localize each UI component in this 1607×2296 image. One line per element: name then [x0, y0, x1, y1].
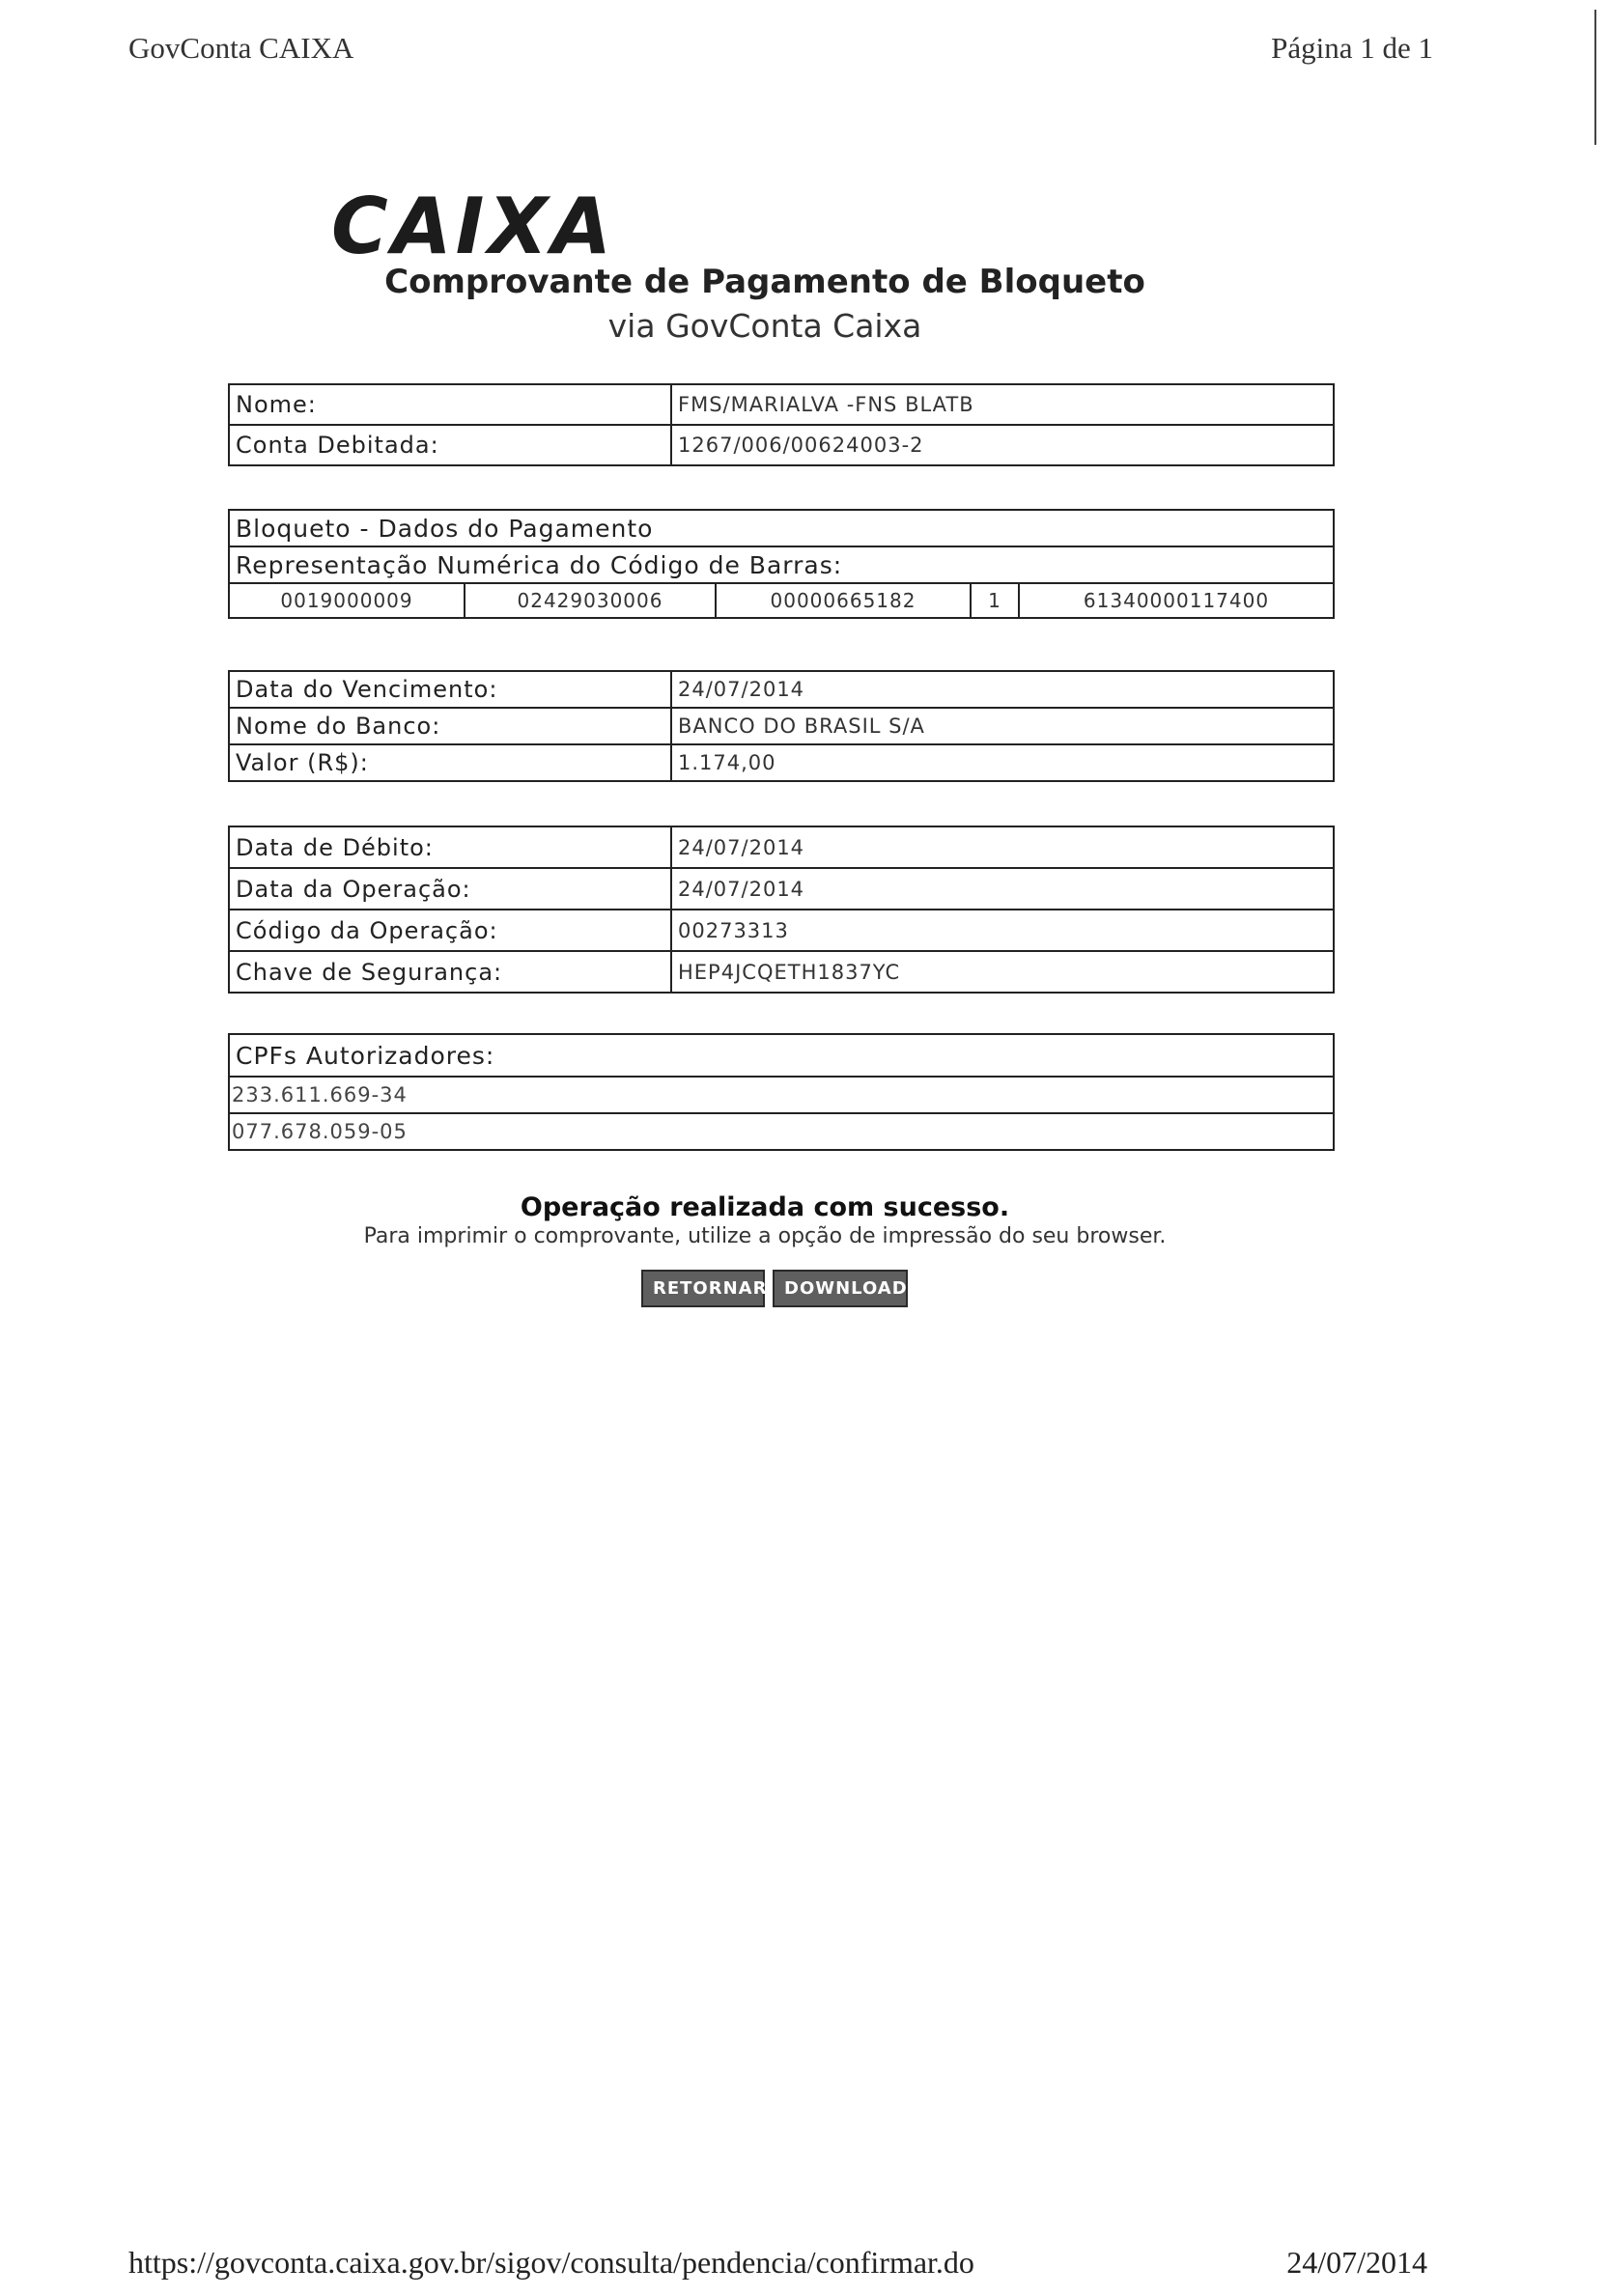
operacao-table [228, 826, 1335, 994]
data-debito-label: Data de Débito: [229, 826, 671, 868]
table-row [229, 425, 1334, 465]
valor-label: Valor (R$): [229, 744, 671, 781]
success-message: Operação realizada com sucesso. [520, 1192, 1010, 1222]
vencimento-label: Data do Vencimento: [229, 671, 671, 708]
print-hint: Para imprimir o comprovante, utilize a opção de impressão do seu browser. [363, 1224, 1167, 1248]
table-row [229, 1077, 1334, 1113]
codigo-operacao-value: 00273313 [671, 910, 1334, 951]
barcode-field-1: 0019000009 [229, 583, 465, 618]
table-row [229, 708, 1334, 744]
banco-label: Nome do Banco: [229, 708, 671, 744]
cpfs-label: CPFs Autorizadores: [229, 1034, 1334, 1077]
scan-edge-line [1594, 10, 1596, 145]
table-row [229, 510, 1334, 546]
table-row [229, 546, 1334, 583]
barcode-field-4: 1 [971, 583, 1019, 618]
print-footer-date: 24/07/2014 [1286, 2245, 1427, 2280]
bloqueto-section-title: Bloqueto - Dados do Pagamento [229, 510, 1334, 546]
barcode-label: Representação Numérica do Código de Barras: [229, 546, 1334, 583]
retornar-button[interactable]: RETORNAR [641, 1270, 765, 1307]
barcode-field-2: 02429030006 [465, 583, 716, 618]
barcode-field-5: 61340000117400 [1019, 583, 1334, 618]
barcode-table [228, 509, 1335, 619]
table-row [229, 671, 1334, 708]
boleto-table [228, 670, 1335, 782]
table-row [229, 1034, 1334, 1077]
data-operacao-value: 24/07/2014 [671, 868, 1334, 910]
table-row [229, 826, 1334, 868]
nome-label: Nome: [229, 384, 671, 425]
table-row [229, 1113, 1334, 1150]
conta-debitada-value: 1267/006/00624003-2 [671, 425, 1334, 465]
table-row [229, 744, 1334, 781]
nome-value: FMS/MARIALVA -FNS BLATB [671, 384, 1334, 425]
valor-value: 1.174,00 [671, 744, 1334, 781]
page-subtitle: via GovConta Caixa [607, 307, 922, 345]
cpfs-table [228, 1033, 1335, 1151]
banco-value: BANCO DO BRASIL S/A [671, 708, 1334, 744]
table-row [229, 583, 1334, 618]
table-row [229, 384, 1334, 425]
page-title: Comprovante de Pagamento de Bloqueto [384, 263, 1145, 301]
vencimento-value: 24/07/2014 [671, 671, 1334, 708]
print-header-title: GovConta CAIXA [128, 31, 354, 65]
data-operacao-label: Data da Operação: [229, 868, 671, 910]
action-buttons [641, 1270, 908, 1307]
data-debito-value: 24/07/2014 [671, 826, 1334, 868]
codigo-operacao-label: Código da Operação: [229, 910, 671, 951]
account-table [228, 383, 1335, 466]
barcode-field-3: 00000665182 [716, 583, 971, 618]
download-button[interactable]: DOWNLOAD [773, 1270, 908, 1307]
chave-seguranca-label: Chave de Segurança: [229, 951, 671, 993]
caixa-logo: CAIXA [331, 182, 615, 271]
print-footer-url: https://govconta.caixa.gov.br/sigov/consulta/pendencia/confirmar.do [128, 2245, 974, 2280]
table-row [229, 910, 1334, 951]
table-row [229, 951, 1334, 993]
cpf-value-1: 233.611.669-34 [229, 1077, 1334, 1113]
chave-seguranca-value: HEP4JCQETH1837YC [671, 951, 1334, 993]
table-row [229, 868, 1334, 910]
print-header-page: Página 1 de 1 [1271, 31, 1433, 65]
conta-debitada-label: Conta Debitada: [229, 425, 671, 465]
cpf-value-2: 077.678.059-05 [229, 1113, 1334, 1150]
